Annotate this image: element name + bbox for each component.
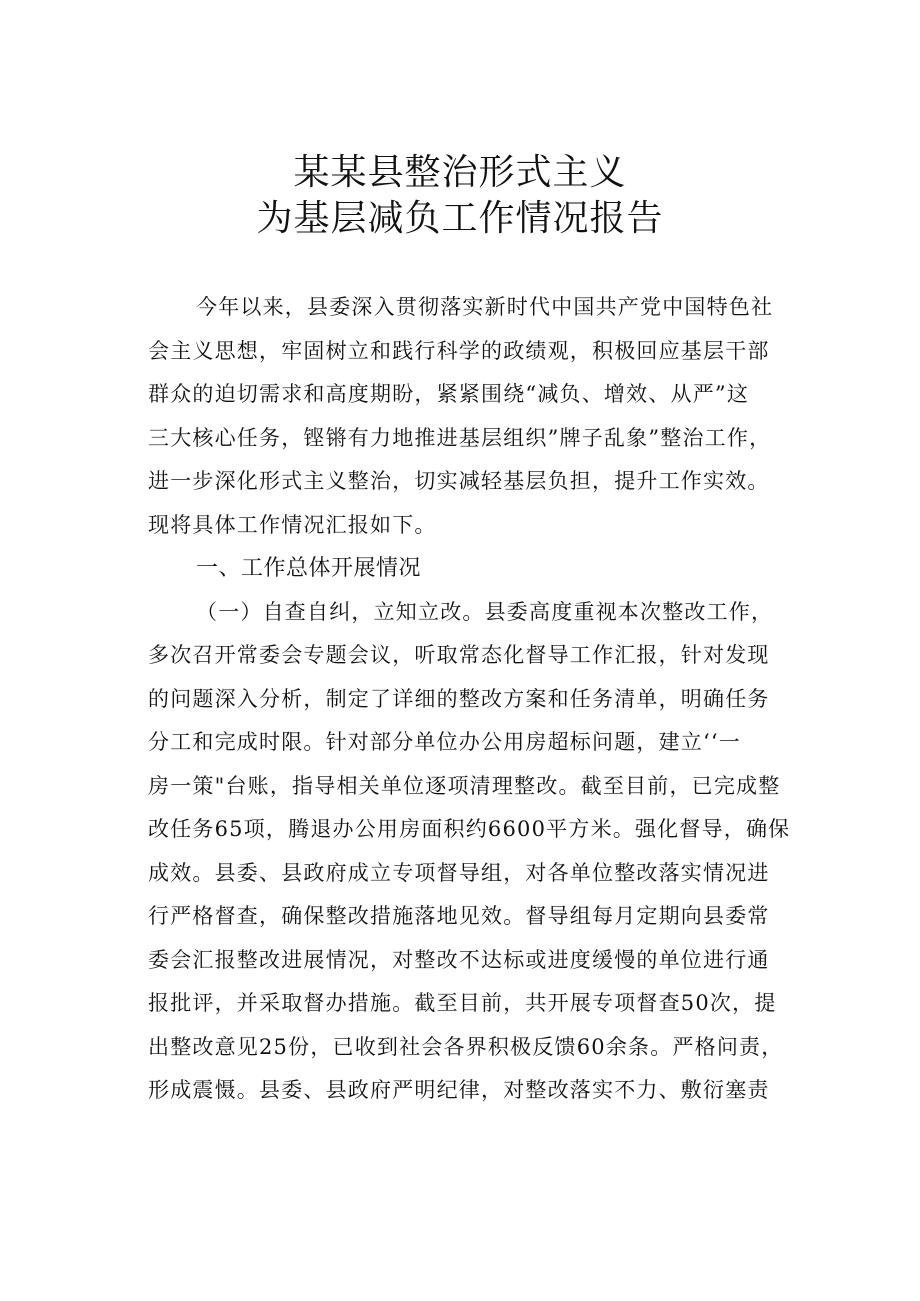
body-line: 会主义思想，牢固树立和践行科学的政绩观，积极回应基层干部 xyxy=(148,338,770,363)
document-body xyxy=(148,286,798,1113)
body-line: 成效。县委、县政府成立专项督导组，对各单位整改落实情况进 xyxy=(148,860,770,885)
document-title xyxy=(0,150,920,242)
body-line: 的问题深入分析，制定了详细的整改方案和任务清单，明确任务 xyxy=(148,686,770,711)
body-line: 行严格督查，确保整改措施落地见效。督导组每月定期向县委常 xyxy=(148,904,770,928)
body-line: 出整改意见25份，已收到社会各界积极反馈60余条。严格问责， xyxy=(148,1034,784,1059)
body-line: 现将具体工作情况汇报如下。 xyxy=(148,512,437,537)
body-line: 房一策"台账，指导相关单位逐项清理整改。截至目前，已完成整 xyxy=(148,773,781,798)
title-line-1: 某某县整治形式主义 xyxy=(293,152,627,193)
body-line: 多次召开常委会专题会议，听取常态化督导工作汇报，针对发现 xyxy=(148,643,770,667)
body-line: 改任务65项，腾退办公用房面积约6600平方米。强化督导，确保 xyxy=(148,817,791,841)
title-line-2: 为基层减负工作情况报告 xyxy=(256,198,664,239)
body-line: 今年以来，县委深入贯彻落实新时代中国共产党中国特色社 xyxy=(196,295,774,319)
body-line: 委会汇报整改进展情况，对整改不达标或进度缓慢的单位进行通 xyxy=(148,947,770,972)
body-line: 群众的迫切需求和高度期盼，紧紧围绕“减负、增效、从严”这 xyxy=(148,382,750,406)
body-line: 报批评，并采取督办措施。截至目前，共开展专项督查50次，提 xyxy=(148,991,777,1015)
body-line: 进一步深化形式主义整治，切实减轻基层负担，提升工作实效。 xyxy=(148,469,770,493)
body-line: 分工和完成时限。针对部分单位办公用房超标问题，建立‘‘一 xyxy=(148,730,741,754)
body-line: 三大核心任务，铿锵有力地推进基层组织”牌子乱象”整治工作， xyxy=(148,425,772,450)
body-line: （一）自查自纠，立知立改。县委高度重视本次整改工作， xyxy=(196,599,774,624)
section-heading: 一、工作总体开展情况 xyxy=(196,556,422,581)
body-line: 形成震慑。县委、县政府严明纪律，对整改落实不力、敷衍塞责 xyxy=(148,1078,770,1102)
